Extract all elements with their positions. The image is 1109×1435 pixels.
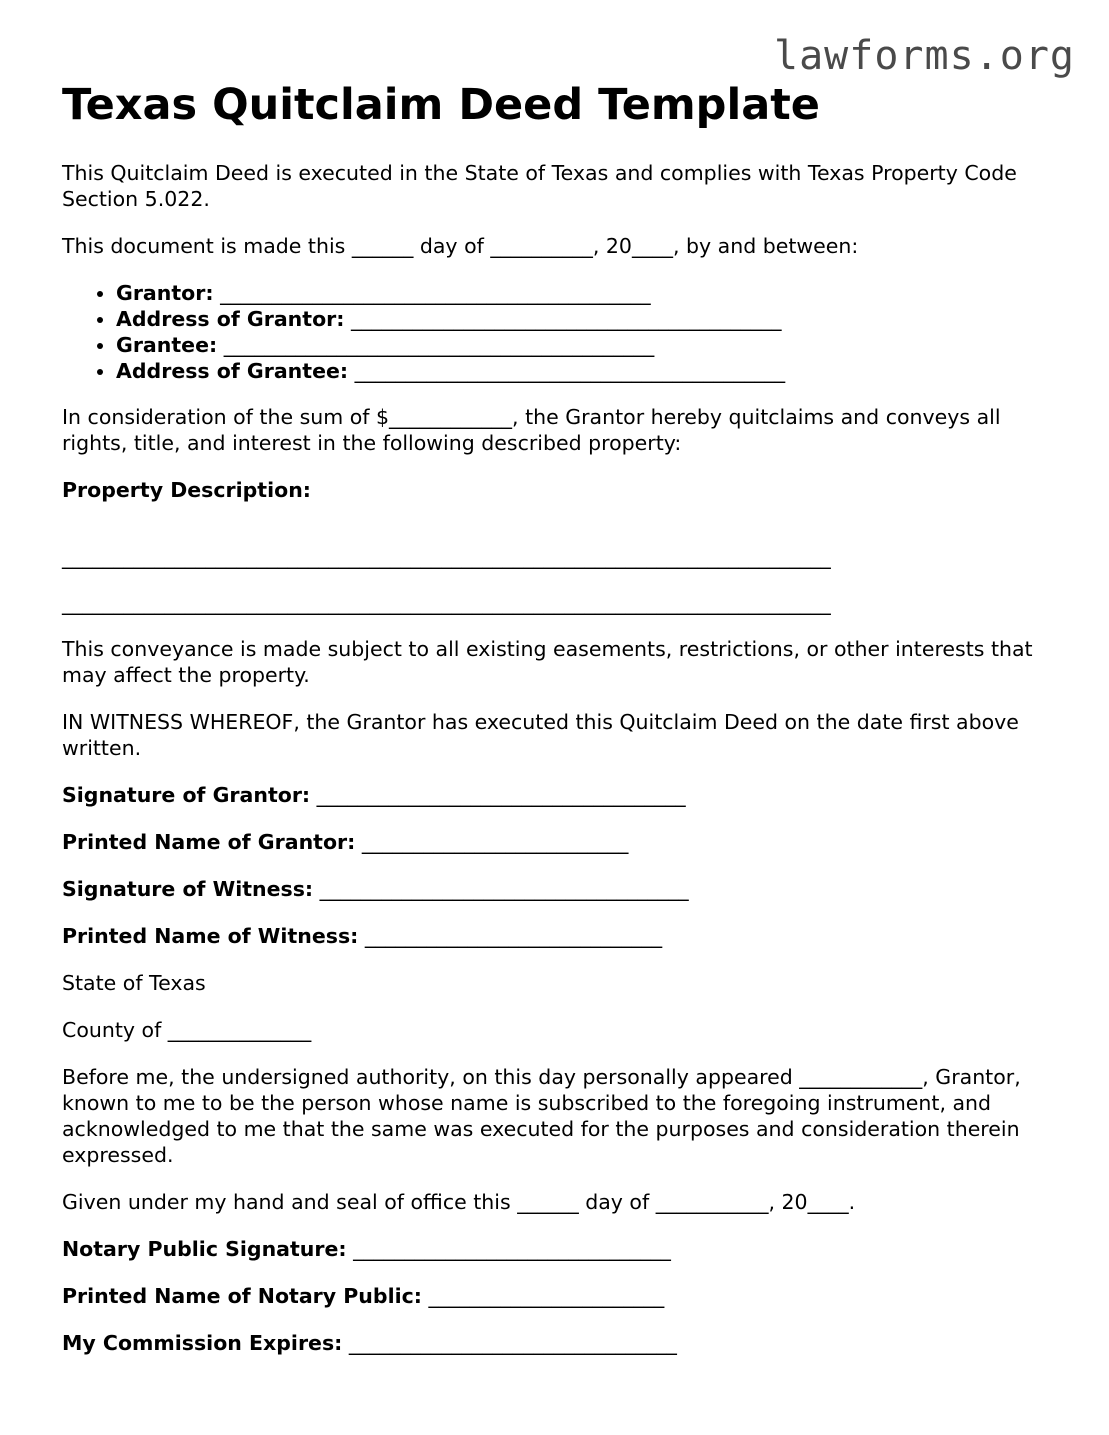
printed-name-grantor	[62, 829, 1052, 855]
signature-label: Signature of Witness:	[62, 877, 314, 901]
notary-commission-expires	[62, 1330, 1052, 1356]
document-page	[62, 78, 1052, 1377]
notary-blank[interactable]: _______________________	[428, 1284, 665, 1308]
party-grantee-address	[116, 358, 1052, 384]
notary-label: My Commission Expires:	[62, 1331, 343, 1355]
party-blank[interactable]: __________________________________________	[223, 333, 655, 357]
party-label: Address of Grantor:	[116, 307, 345, 331]
notary-label: Printed Name of Notary Public:	[62, 1284, 422, 1308]
acknowledgment-paragraph: Before me, the undersigned authority, on this day personally appeared ____________, Grantor, known to me to be the person whose name is subscribed to the foregoing instrument, and acknowledged to me that the same was executed for the purposes and consideration therein expressed.	[62, 1065, 1021, 1167]
signature-label: Printed Name of Witness:	[62, 924, 359, 948]
party-grantor	[116, 280, 1052, 306]
witness-whereof-paragraph: IN WITNESS WHEREOF, the Grantor has executed this Quitclaim Deed on the date first above written.	[62, 710, 1019, 760]
signature-label: Signature of Grantor:	[62, 783, 311, 807]
party-blank[interactable]: __________________________________________	[220, 281, 651, 305]
property-line-2[interactable]: ___________________________________________________________________________	[62, 591, 831, 615]
property-description-label: Property Description:	[62, 478, 311, 502]
party-grantee	[116, 332, 1052, 358]
notary-signature	[62, 1236, 1052, 1262]
party-label: Grantee:	[116, 333, 218, 357]
given-under-line: Given under my hand and seal of office this ______ day of ___________, 20____.	[62, 1190, 856, 1214]
notary-printed-name	[62, 1283, 1052, 1309]
parties-list	[62, 280, 1052, 384]
signature-witness	[62, 876, 1052, 902]
subject-to-paragraph: This conveyance is made subject to all existing easements, restrictions, or other interests that may affect the property.	[62, 637, 1033, 687]
party-label: Address of Grantee:	[116, 359, 349, 383]
made-line: This document is made this ______ day of __________, 20____, by and between:	[62, 234, 859, 258]
notary-label: Notary Public Signature:	[62, 1237, 347, 1261]
printed-name-witness	[62, 923, 1052, 949]
page-title: Texas Quitclaim Deed Template	[62, 80, 820, 130]
intro-paragraph: This Quitclaim Deed is executed in the State of Texas and complies with Texas Property Code Section 5.022.	[62, 161, 1017, 211]
signature-blank[interactable]: __________________________	[361, 830, 629, 854]
party-grantor-address	[116, 306, 1052, 332]
party-blank[interactable]: __________________________________________	[351, 307, 782, 331]
watermark-logo: lawforms.org	[774, 33, 1075, 79]
signature-grantor	[62, 782, 1052, 808]
county-line: County of ______________	[62, 1018, 312, 1042]
signature-blank[interactable]: ____________________________________	[316, 783, 686, 807]
signature-blank[interactable]: ____________________________________	[319, 877, 689, 901]
notary-blank[interactable]: _______________________________	[353, 1237, 671, 1261]
state-line: State of Texas	[62, 971, 206, 995]
notary-blank[interactable]: ________________________________	[348, 1331, 677, 1355]
party-label: Grantor:	[116, 281, 214, 305]
property-line-1[interactable]: ___________________________________________________________________________	[62, 545, 831, 569]
consideration-paragraph: In consideration of the sum of $____________, the Grantor hereby quitclaims and conveys all rights, title, and interest in the following described property:	[62, 405, 1001, 455]
signature-label: Printed Name of Grantor:	[62, 830, 356, 854]
party-blank[interactable]: __________________________________________	[354, 359, 786, 383]
signature-blank[interactable]: _____________________________	[364, 924, 663, 948]
